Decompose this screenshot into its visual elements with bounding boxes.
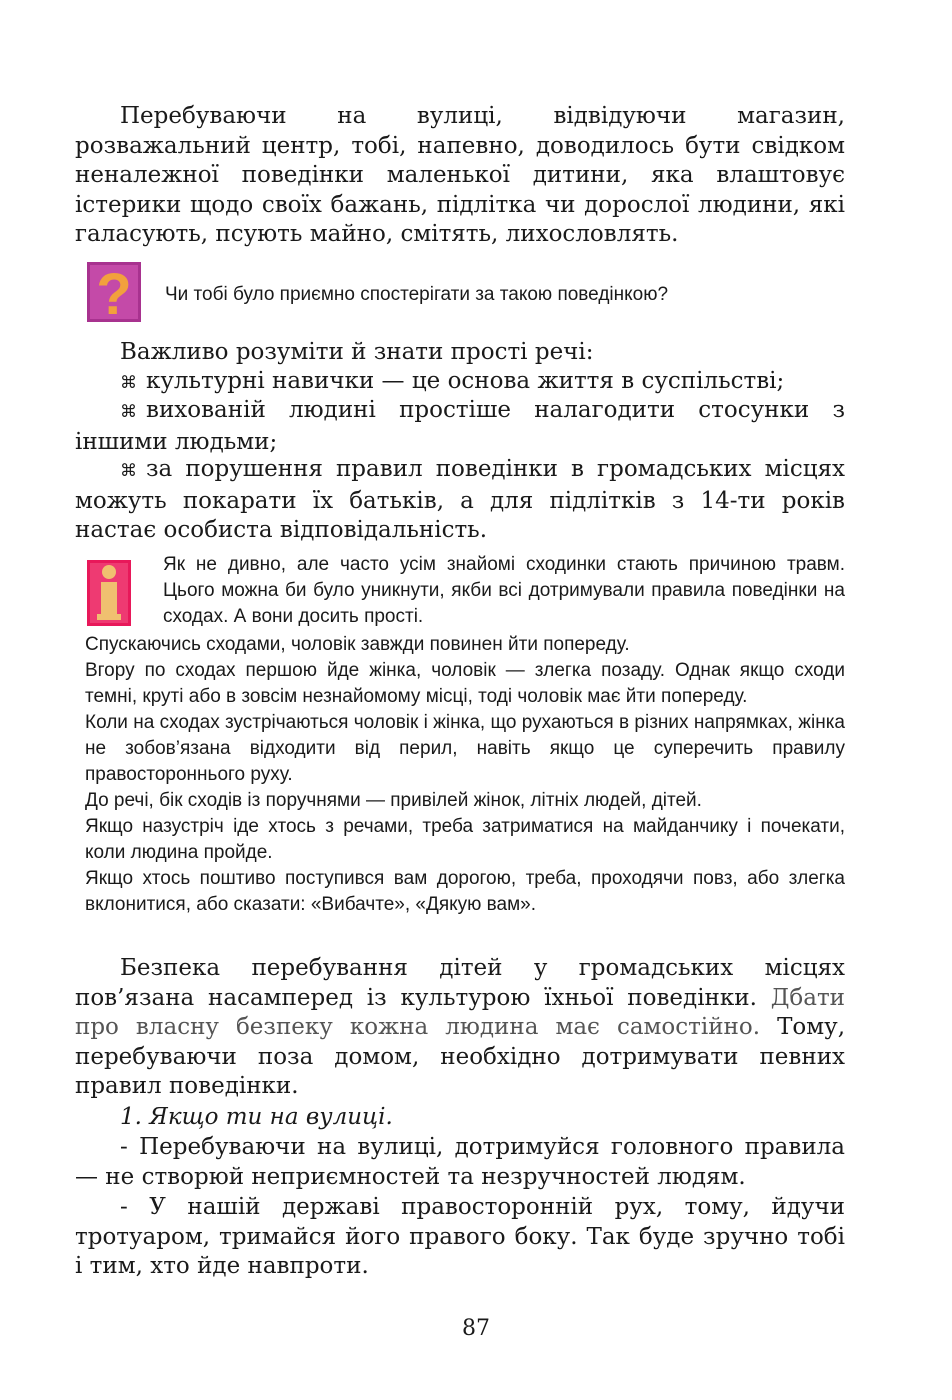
page-number: 87 xyxy=(462,1316,490,1341)
question-text: Чи тобі було приємно спостерігати за такою поведінкою? xyxy=(165,284,669,305)
svg-text:?: ? xyxy=(96,262,132,322)
info-intro: Як не дивно, але часто усім знайомі сходинки стають причиною травм. Цього можна би було уникнути, якби всі дотримували правила поведінки на сходах. А вони досить прості. xyxy=(163,554,845,627)
street-rule: - Перебуваючи на вулиці, дотримуйся головного правила — не створюй неприємностей та незручностей людям. xyxy=(75,1134,845,1190)
bullet-item: ⌘ вихованій людині простіше налагодити стосунки з іншими людьми; xyxy=(75,397,845,455)
rule-item: Вгору по сходах першою йде жінка, чоловік — злегка позаду. Однак якщо сходи темні, круті або в зовсім незнайомому місці, тоді чоловік має йти попереду. xyxy=(85,660,845,707)
bullet-star-icon: ⌘ xyxy=(120,373,137,393)
rule-item: До речі, бік сходів із поручнями — привілей жінок, літніх людей, дітей. xyxy=(85,790,702,811)
rule-item: Якщо хтось поштиво поступився вам дорогою, треба, проходячи повз, або злегка вклонитися, або сказати: «Вибачте», «Дякую вам». xyxy=(85,868,845,915)
stair-rules xyxy=(85,632,845,918)
bullet-star-icon: ⌘ xyxy=(120,402,137,422)
street-rule: - У нашій державі правосторонній рух, тому, йдучи тротуаром, тримайся його правого боку. Так буде зручно тобі і тим, хто йде навпроти. xyxy=(75,1194,845,1280)
safety-paragraph: Безпека перебування дітей у громадських місцях пов’язана насамперед із культурою їхньої поведінки. Дбати про власну безпеку кожна людина має самостійно. Тому, перебуваючи поза домом, необхідно дотримувати певних правил поведінки. xyxy=(75,955,846,1100)
important-paragraph: Важливо розуміти й знати прості речі: xyxy=(120,339,594,365)
info-icon xyxy=(87,560,131,626)
bullet-star-icon: ⌘ xyxy=(120,461,137,481)
question-mark-icon xyxy=(87,262,141,322)
rule-item: Якщо назустріч іде хтось з речами, треба затриматися на майданчику і почекати, коли людина пройде. xyxy=(85,816,845,863)
rule-item: Спускаючись сходами, чоловік завжди повинен йти попереду. xyxy=(85,634,630,655)
bullet-item: ⌘ за порушення правил поведінки в громадських місцях можуть покарати їх батьків, а для підлітків з 14-ти років настає особиста відповідальність. xyxy=(75,456,845,544)
rule-item: Коли на сходах зустрічаються чоловік і жінка, що рухаються в різних напрямках, жінка не зобов’язана відходити від перил, навіть якщо це суперечить правилу правостороннього руху. xyxy=(85,712,845,785)
bullet-item: ⌘ культурні навички — це основа життя в суспільстві; xyxy=(75,367,845,399)
street-heading: 1. Якщо ти на вулиці. xyxy=(120,1104,393,1130)
intro-paragraph: Перебуваючи на вулиці, відвідуючи магазин, розважальний центр, тобі, напевно, доводилось бути свідком неналежної поведінки маленької дитини, яка влаштовує істерики щодо своїх бажань, підлітка чи дорослої людини, які галасують, псують майно, смітять, лихословлять. xyxy=(75,103,845,248)
